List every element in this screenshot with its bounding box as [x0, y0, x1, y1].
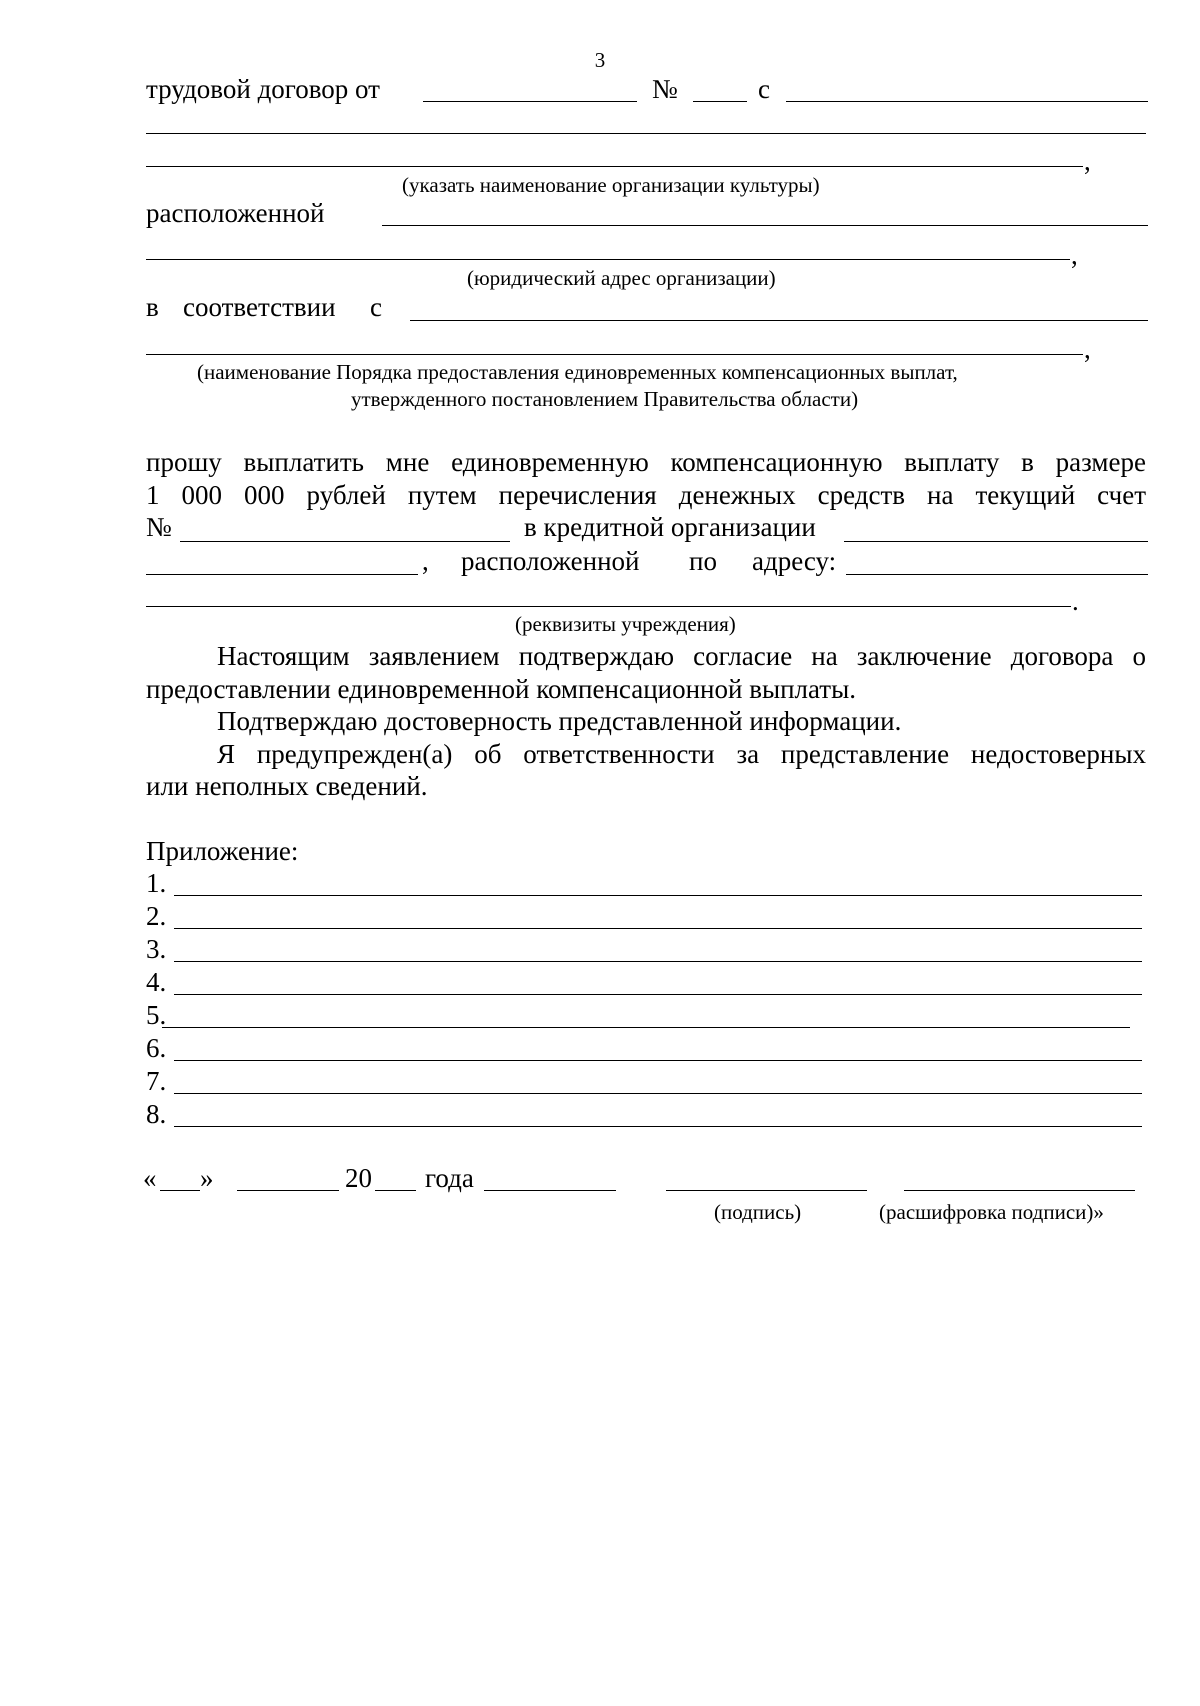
signature-caption: (подпись): [714, 1200, 802, 1224]
warning-line-1: Я предупрежден(а) об ответственности за представление недостоверных: [217, 739, 1146, 769]
day-field[interactable]: [160, 1190, 200, 1191]
org-caption: (указать наименование организации культуры): [402, 173, 820, 197]
page-number: 3: [594, 48, 606, 72]
contract-from-label: с: [758, 74, 770, 104]
order-caption-line-2: утвержденного постановлением Правительства области): [351, 387, 859, 411]
year-word: года: [425, 1163, 474, 1193]
bank-name-field[interactable]: [844, 541, 1148, 542]
accordance-word-3: с: [370, 292, 382, 322]
contract-from-field[interactable]: [786, 101, 1148, 102]
open-quote: «: [143, 1163, 157, 1193]
org-name-line-2[interactable]: [146, 166, 1083, 167]
org-address-line-1[interactable]: [382, 225, 1148, 226]
org-name-line-1[interactable]: [146, 133, 1146, 134]
attachment-number: 1.: [146, 868, 167, 898]
contract-label: трудовой договор от: [146, 74, 380, 104]
comma: ,: [422, 546, 429, 576]
account-number-sign: №: [146, 512, 172, 542]
bank-located-label: расположенной: [461, 546, 640, 576]
details-caption: (реквизиты учреждения): [515, 612, 736, 636]
request-line-1: прошу выплатить мне единовременную компенсационную выплату в размере: [146, 447, 1146, 477]
signature-field[interactable]: [666, 1190, 867, 1191]
attachment-line[interactable]: [174, 1093, 1142, 1094]
attachment-number: 3.: [146, 934, 167, 964]
attachments-title: Приложение:: [146, 836, 299, 866]
attachment-number: 5.: [146, 1000, 167, 1030]
org-address-line-2[interactable]: [146, 259, 1070, 260]
year-prefix: 20: [345, 1163, 372, 1193]
close-quote: »: [200, 1163, 214, 1193]
comma: ,: [1084, 146, 1091, 176]
month-field[interactable]: [237, 1190, 339, 1191]
attachment-line[interactable]: [174, 961, 1142, 962]
located-label: расположенной: [146, 198, 325, 228]
accordance-word-1: в: [146, 292, 159, 322]
date-extra-field[interactable]: [484, 1190, 616, 1191]
accordance-word-2: соответствии: [183, 292, 336, 322]
bank-name-field-cont[interactable]: [146, 574, 418, 575]
signature-decode-field[interactable]: [904, 1190, 1135, 1191]
bank-address-field[interactable]: [846, 574, 1148, 575]
signature-decode-caption: (расшифровка подписи)»: [879, 1200, 1104, 1224]
contract-number-field[interactable]: [693, 101, 747, 102]
consent-line-1: Настоящим заявлением подтверждаю согласие на заключение договора о: [217, 641, 1146, 671]
contract-number-sign: №: [652, 74, 678, 104]
attachment-line[interactable]: [162, 1027, 1130, 1028]
attachment-number: 6.: [146, 1033, 167, 1063]
attachment-number: 7.: [146, 1066, 167, 1096]
period: .: [1072, 586, 1079, 616]
order-name-line-1[interactable]: [410, 320, 1148, 321]
comma: ,: [1071, 240, 1078, 270]
bank-label: в кредитной организации: [524, 512, 816, 542]
order-name-line-2[interactable]: [146, 354, 1083, 355]
confirm-text: Подтверждаю достоверность представленной информации.: [217, 706, 902, 736]
account-number-field[interactable]: [180, 541, 510, 542]
comma: ,: [1084, 334, 1091, 364]
attachment-line[interactable]: [174, 1126, 1142, 1127]
bank-address-label: адресу:: [752, 546, 837, 576]
consent-line-2: предоставлении единовременной компенсационной выплаты.: [146, 674, 856, 704]
attachment-line[interactable]: [174, 895, 1142, 896]
attachment-line[interactable]: [174, 1060, 1142, 1061]
request-line-2: 1 000 000 рублей путем перечисления денежных средств на текущий счет: [146, 480, 1146, 510]
address-caption: (юридический адрес организации): [467, 266, 776, 290]
order-caption-line-1: (наименование Порядка предоставления единовременных компенсационных выплат,: [197, 360, 958, 384]
attachment-line[interactable]: [174, 994, 1142, 995]
attachment-number: 8.: [146, 1099, 167, 1129]
bank-address-field-cont[interactable]: [146, 606, 1071, 607]
attachment-number: 4.: [146, 967, 167, 997]
bank-by-label: по: [689, 546, 717, 576]
year-field[interactable]: [375, 1190, 416, 1191]
attachment-number: 2.: [146, 901, 167, 931]
attachment-line[interactable]: [174, 928, 1142, 929]
warning-line-2: или неполных сведений.: [146, 771, 428, 801]
contract-date-field[interactable]: [423, 101, 637, 102]
